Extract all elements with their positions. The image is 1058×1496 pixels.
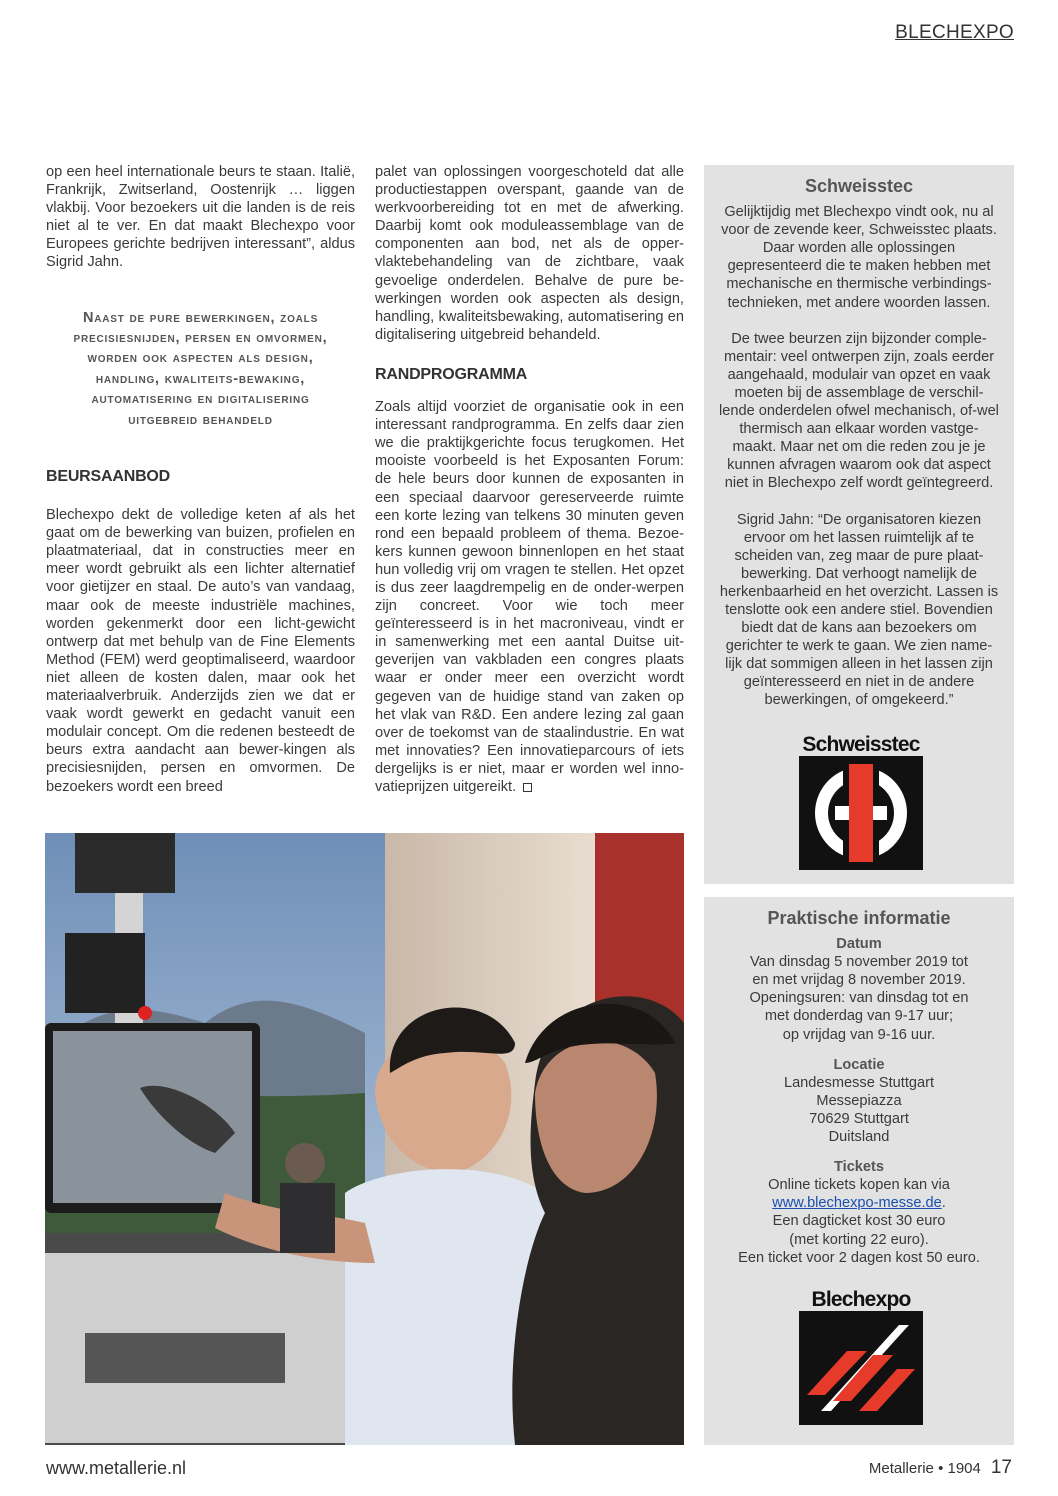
page-number: 17 [990,1457,1012,1478]
blechexpo-logo-icon [799,1311,923,1425]
blechexpo-logo-text: Blechexpo [811,1288,911,1311]
info-line: Van dinsdag 5 november 2019 tot [750,954,968,971]
info-line: 70629 Stuttgart [809,1110,909,1127]
info-line: Messepiazza [816,1092,902,1109]
info-label: Locatie [833,1056,885,1073]
paragraph: op een heel internationale beurs te staan. Italië, Frankrijk, Zwitserland, Oostenrijk … liggen vlakbij. Voor bezoekers uit die landen is de reis niet al te ver. En dat maakt Blechexpo voor Europees gerichte bedrijven interessant”, aldus Sigrid Jahn. [46,164,355,271]
subheading-beursaanbod: BEURSAANBOD [46,468,171,485]
footer-website-link[interactable]: www.metallerie.nl [46,1458,187,1478]
info-label: Tickets [833,1159,885,1176]
schweisstec-logo [799,734,923,870]
blechexpo-logo-mark [799,1311,923,1425]
pull-quote: Naast de pure bewerkingen, zoals precisiesnijden, persen en omvormen, worden ook aspecten als design, handling, kwaliteits-bewaking, automatisering en digitalisering uitgebreid behandeld [73,309,328,428]
paragraph-text: Zoals altijd voorziet de organisatie ook in een interessant randprogramma. En zelfs daar zien we die praktijkgerichte focus terugkomen. Het mooiste voorbeeld is het Exposanten Forum: de hele beurs door kunnen de exposanten in een speciaal daarvoor gereserveerde ruimte een korte lezing van telkens 30 minuten geven rond een bepaald probleem of thema. Bezoe-kers kunnen gewoon binnenlopen en het staat hun volledig vrij om vragen te stellen. Het opzet is dus zeer laagdrempelig en de onder-werpen zijn concreet. Voor wie toch meer geïnteresseerd is in het macroniveau, vindt er in samenwerking met een aantal Duitse uit-geverijen van vakbladen een congres plaats waar er onder meer een overzicht wordt gegeven van de huidige stand van zaken op het vlak van R&D. Een andere lezing zal gaan over de toekomst van de staalindustrie. En wat met innovaties? Een innovatieparcours of iets dergelijks is er niet, maar er worden wel inno-vatieprijzen uitgereikt. [375,399,684,795]
schweisstec-sidebar [704,165,1014,884]
info-line: Landesmesse Stuttgart [783,1074,935,1091]
article-column-middle [375,163,684,796]
issue-label: Metallerie • 1904 [868,1460,981,1477]
info-line: Een dagticket kost 30 euro [772,1213,946,1230]
trade-fair-photo [45,833,684,1445]
info-line: met donderdag van 9-17 uur; [764,1008,954,1025]
sidebar-paragraph: De twee beurzen zijn bijzonder comple-mentair: veel ontwerpen zijn, zoals eerder aangehaald, modulair van opzet en vaak moeten bij de assemblage de verschil-lende onderdelen ofwel mechanisch, of-wel thermisch aan elkaar worden vastge-maakt. Maar net om die reden zou je je kunnen afvragen waarom ook dat aspect niet in Blechexpo zelf wordt geïntegreerd. [719,330,999,492]
info-line: Openingsuren: van dinsdag tot en [749,990,969,1007]
sidebar-title: Schweisstec [804,176,914,196]
link-suffix: . [941,1195,946,1212]
info-line [704,1194,1014,1212]
info-line: Online tickets kopen kan via [768,1177,950,1194]
info-line: en met vrijdag 8 november 2019. [752,972,966,989]
schweisstec-logo-mark [799,756,923,870]
ticket-website-link[interactable]: www.blechexpo-messe.de [772,1195,942,1212]
paragraph: palet van oplossingen voorgeschoteld dat alle productiestappen overspant, gaande van de werkvoorbereiding tot en met de afwerking. Daarbij komt ook moduleassemblage van de componenten aan bod, net als de opper-vlaktebehandeling van de zichtbare, vaak gevoelige onderdelen. Behalve de pure be-werkingen worden ook aspecten als design, handling, kwaliteitsbewaking, automatisering en digitalisering uitgebreid behandeld. [375,164,684,343]
photo-illustration [45,833,684,1445]
info-group-date [704,935,1014,1044]
info-group-tickets [704,1158,1014,1267]
blechexpo-logo [799,1289,923,1425]
section-label: BLECHEXPO [895,22,1014,43]
subheading-randprogramma: RANDPROGRAMMA [375,365,528,383]
schweisstec-logo-text: Schweisstec [802,733,920,756]
sidebar-paragraph: Gelijktijdig met Blechexpo vindt ook, nu al voor de zevende keer, Schweisstec plaats. Daar worden alle oplossingen gepresenteerd die te maken hebben met mechanische en thermische verbindings-technieken, met andere woorden lassen. [721,204,997,311]
info-line: op vrijdag van 9-16 uur. [782,1026,936,1043]
info-group-location [704,1056,1014,1146]
info-line: Een ticket voor 2 dagen kost 50 euro. [738,1249,980,1266]
sidebar-title: Praktische informatie [767,908,951,928]
paragraph: Blechexpo dekt de volledige keten af als het gaat om de bewerking van buizen, profielen en plaatmateriaal, dat in constructies meer en meer wordt gebruikt als een lichter alternatief voor gietijzer en staal. De auto’s van vandaag, maar ook de meeste industriële machines, worden gekenmerkt door een licht-gewicht ontwerp dat met behulp van de Fine Elements Method (FEM) werd geoptimaliseerd, waardoor niet alleen de kosten dalen, maar ook het materiaalverbruik. Anderzijds zien we dat er vaak wordt gewerkt en gedacht vanuit een modulair concept. Om die redenen besteedt de beurs extra aandacht aan bewer-kingen als precisiesnijden, persen en omvormen. De bezoekers wordt een breed [46,507,355,795]
end-of-article-icon [523,783,532,792]
footer-issue-info [869,1457,1012,1479]
practical-info-sidebar [704,897,1014,1445]
paragraph [375,398,684,796]
schweisstec-logo-icon [799,756,923,870]
info-line: Duitsland [828,1129,890,1146]
info-label: Datum [836,936,882,953]
info-line: (met korting 22 euro). [789,1231,929,1248]
article-column-left [46,163,355,796]
sidebar-paragraph: Sigrid Jahn: “De organisatoren kiezen ervoor om het lassen ruimtelijk af te scheiden van, zeg maar de pure plaat-bewerking. Dat verhoogt namelijk de herkenbaarheid en het overzicht. Lassen is tenslotte ook een andere stiel. Bovendien biedt dat de kans aan bezoekers om gerichter te werk te gaan. We zien name-lijk dat sommigen alleen in het lassen zijn geïnteresseerd en niet in de andere bewerkingen, of omgekeerd.” [719,511,999,709]
